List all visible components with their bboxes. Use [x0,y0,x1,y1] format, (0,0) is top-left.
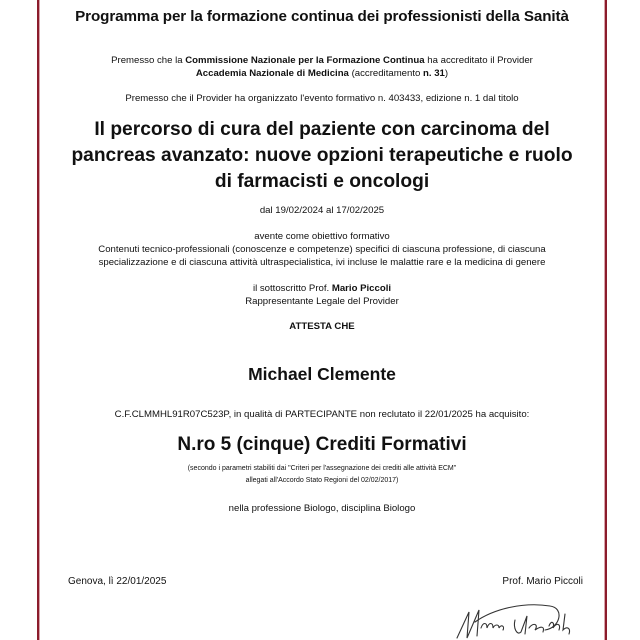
provider-name: Accademia Nazionale di Medicina [195,68,349,79]
profession-line: nella professione Biologo, disciplina Biologo [228,503,416,514]
fiscal-code-line: C.F.CLMMHL91R07C523P, in qualità di PARTECIPANTE non reclutato il 22/01/2025 ha acquisito: [114,409,530,420]
premise-middle: ha accreditato il Provider [424,55,533,66]
credits-criteria [40,463,604,487]
undersigned-line [40,282,604,295]
participant-name: Michael Clemente [248,364,396,384]
premise-accreditation-line2 [40,67,604,80]
event-title: Il percorso di cura del paziente con carcinoma del pancreas avanzato: nuove opzioni terapeutiche e ruolo di farmacisti e oncologi [71,119,573,192]
signer-name: Prof. Mario Piccoli [502,576,583,587]
objective-label: avente come obiettivo formativo [254,231,390,242]
premise-accreditation [40,54,604,80]
accreditation-prefix: (accreditamento [348,68,424,79]
attesta-heading: ATTESTA CHE [289,321,355,332]
objective-line1: Contenuti tecnico-professionali (conoscenze e competenze) specifici di ciascuna professione, di ciascuna [98,244,546,255]
program-title: Programma per la formazione continua dei professionisti della Sanità [75,8,569,25]
premise-event: Premesso che il Provider ha organizzato l'evento formativo n. 403433, edizione n. 1 dal titolo [125,93,519,104]
criteria-line2: allegati all'Accordo Stato Regioni del 02/02/2017) [245,477,399,484]
undersigned-role: Rappresentante Legale del Provider [245,296,399,307]
objective-line2: specializzazione e di ciascuna attività ultraspecialistica, ivi incluse le malattie rare e la medicina di genere [98,257,546,268]
accreditation-number: n. 31 [423,68,445,79]
premise-accreditation-line1 [40,54,604,67]
undersigned-prefix: il sottoscritto Prof. [252,283,332,294]
premise-prefix: Premesso che la [111,55,186,66]
event-dates: dal 19/02/2024 al 17/02/2025 [259,205,385,216]
credits-awarded: N.ro 5 (cinque) Crediti Formativi [177,434,467,455]
undersigned-block [40,282,604,308]
criteria-line1: (secondo i parametri stabiliti dai "Criteri per l'assegnazione dei crediti alle attività ECM" [187,465,457,472]
signature-icon [455,598,580,640]
accreditation-suffix: ) [444,68,449,79]
undersigned-name: Mario Piccoli [331,283,392,294]
commission-name: Commissione Nazionale per la Formazione Continua [185,55,425,66]
training-objective [40,230,604,269]
place-and-date: Genova, lì 22/01/2025 [68,576,167,587]
